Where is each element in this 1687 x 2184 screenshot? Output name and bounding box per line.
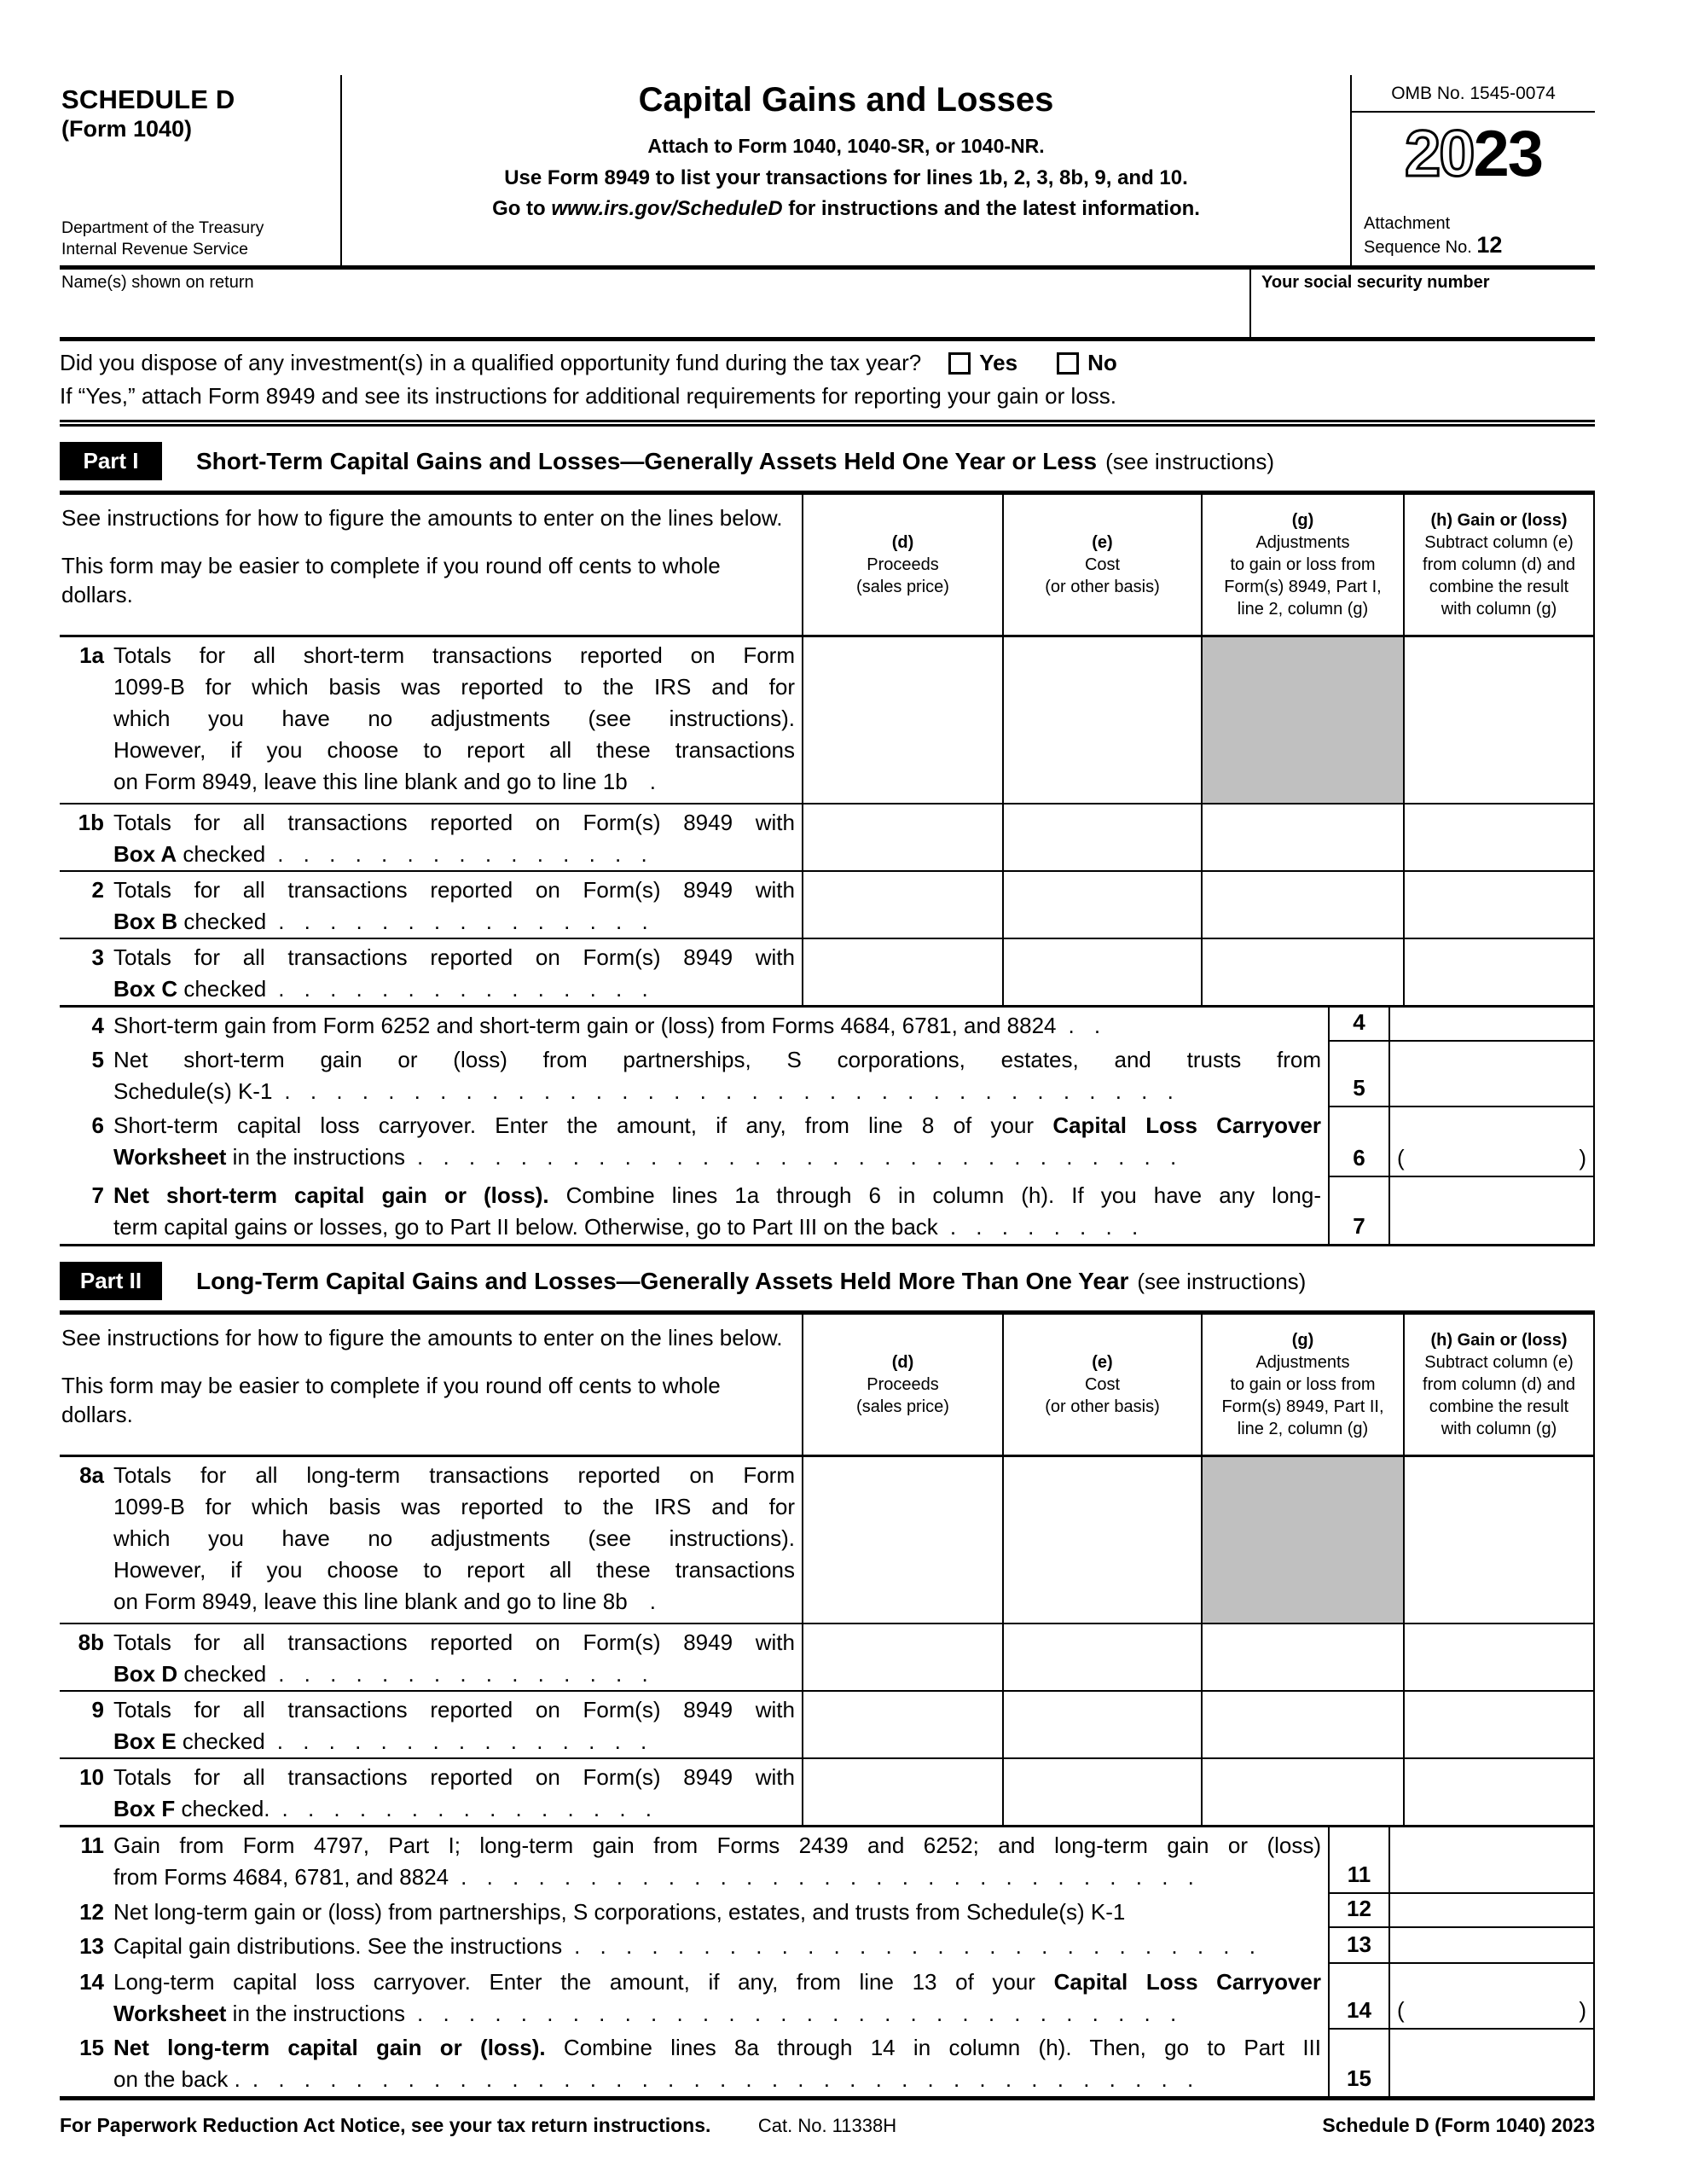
year-outline-digits: 20 bbox=[1404, 118, 1474, 190]
row-9-description: 9 Totals for all transactions reported on Form(s) 8949 with Box E checked . . . . . . . . . . . . . . . bbox=[60, 1692, 802, 1757]
form-header bbox=[60, 75, 1595, 270]
cell-4-amount[interactable] bbox=[1390, 1008, 1595, 1042]
linebox-13: 13 bbox=[1328, 1928, 1390, 1964]
row-14: 14 Long-term capital loss carryover. Enter the amount, if any, from line 13 of your Capital Loss Carryover Worksheet in the instructions . . . . . . . . . . . . . . . . . . . . . . . . . . . . . . 14 ( ) bbox=[60, 1964, 1595, 2030]
cell-10-d[interactable] bbox=[802, 1759, 1002, 1825]
no-label: No bbox=[1087, 350, 1117, 375]
row-8b-description: 8b Totals for all transactions reported on Form(s) 8949 with Box D checked . . . . . . . . . . . . . . . bbox=[60, 1624, 802, 1690]
row-10 bbox=[60, 1757, 1595, 1825]
cell-8a-h[interactable] bbox=[1403, 1457, 1595, 1623]
qof-question-note: If “Yes,” attach Form 8949 and see its instructions for additional requirements for reporting your gain or loss. bbox=[60, 383, 1116, 409]
cell-3-d[interactable] bbox=[802, 939, 1002, 1005]
part1-intro bbox=[60, 495, 802, 635]
linebox-14: 14 bbox=[1328, 1964, 1390, 2030]
part1-col-g-header: (g) Adjustments to gain or loss from Form(s) 8949, Part I, line 2, column (g) bbox=[1201, 495, 1403, 635]
cell-9-g[interactable] bbox=[1201, 1692, 1403, 1757]
catalog-number: Cat. No. 11338H bbox=[757, 2115, 897, 2136]
cell-10-g[interactable] bbox=[1201, 1759, 1403, 1825]
part1-lines-4-7 bbox=[60, 1005, 1595, 1246]
cell-8a-g-shaded bbox=[1201, 1457, 1403, 1623]
cell-2-g[interactable] bbox=[1201, 872, 1403, 938]
part1-label: Part I bbox=[60, 442, 162, 480]
part2-intro-line1: See instructions for how to figure the amounts to enter on the lines below. bbox=[61, 1325, 783, 1350]
cell-2-d[interactable] bbox=[802, 872, 1002, 938]
part2-col-g-header: (g) Adjustments to gain or loss from Form(s) 8949, Part II, line 2, column (g) bbox=[1201, 1315, 1403, 1455]
form-footer-id: Schedule D (Form 1040) 2023 bbox=[1322, 2114, 1595, 2136]
row-8a-description: 8a Totals for all long-term transactions reported on Form 1099-B for which basis was reported to the IRS and for which you have no adjustments (see instructions). However, if you choose to report all these transactions on Form 8949, leave this line blank and go to line 8b . bbox=[60, 1457, 802, 1623]
cell-8a-e[interactable] bbox=[1002, 1457, 1201, 1623]
linebox-15: 15 bbox=[1328, 2030, 1390, 2096]
part2-column-headers bbox=[60, 1310, 1595, 1457]
sequence-label: Sequence No. bbox=[1364, 238, 1472, 257]
linebox-11: 11 bbox=[1328, 1827, 1390, 1894]
part1-column-headers bbox=[60, 491, 1595, 637]
cell-1b-g[interactable] bbox=[1201, 804, 1403, 870]
form-number: (Form 1040) bbox=[61, 116, 193, 142]
part1-intro-line2: This form may be easier to complete if you round off cents to whole dollars. bbox=[61, 553, 721, 607]
yes-label: Yes bbox=[979, 350, 1018, 375]
part1-see-instructions: (see instructions) bbox=[1105, 448, 1275, 474]
schedule-label: SCHEDULE D bbox=[61, 84, 235, 114]
row-3-number: 3 bbox=[91, 944, 104, 970]
row-7: 7 Net short-term capital gain or (loss). Combine lines 1a through 6 in column (h). If you have any long- term capital gains or losses, go to Part II below. Otherwise, go to Part III on the back . . . . . . . . 7 bbox=[60, 1177, 1595, 1244]
attach-instruction: Attach to Form 1040, 1040-SR, or 1040-NR. bbox=[647, 135, 1045, 157]
cell-10-h[interactable] bbox=[1403, 1759, 1595, 1825]
row-8b-number: 8b bbox=[78, 1629, 104, 1655]
close-paren: ) bbox=[1579, 1997, 1586, 2023]
paperwork-notice: For Paperwork Reduction Act Notice, see your tax return instructions. bbox=[60, 2114, 711, 2136]
row-3 bbox=[60, 938, 1595, 1005]
row-5: 5 Net short-term gain or (loss) from partnerships, S corporations, estates, and trusts from Schedule(s) K-1 . . . . . . . . . . . . . . . . . . . . . . . . . . . . . . . . . . . 5 bbox=[60, 1042, 1595, 1107]
row-9-number: 9 bbox=[91, 1697, 104, 1722]
linebox-12: 12 bbox=[1328, 1894, 1390, 1928]
cell-1b-d[interactable] bbox=[802, 804, 1002, 870]
linebox-5: 5 bbox=[1328, 1042, 1390, 1107]
row-15: 15 Net long-term capital gain or (loss). Combine lines 8a through 14 in column (h). Then, go to Part III on the back . . . . . . . . . . . . . . . . . . . . . . . . . . . . . . . . . . . . . . 15 bbox=[60, 2030, 1595, 2096]
cell-13-amount[interactable] bbox=[1390, 1928, 1595, 1964]
close-paren: ) bbox=[1579, 1145, 1586, 1170]
qof-question-text: Did you dispose of any investment(s) in a qualified opportunity fund during the tax year? bbox=[60, 350, 922, 375]
cell-2-e[interactable] bbox=[1002, 872, 1201, 938]
part2-title: Long-Term Capital Gains and Losses—Generally Assets Held More Than One Year (see instructions) bbox=[196, 1267, 1307, 1294]
cell-1a-g-shaded bbox=[1201, 637, 1403, 803]
cell-8b-h[interactable] bbox=[1403, 1624, 1595, 1690]
cell-9-h[interactable] bbox=[1403, 1692, 1595, 1757]
omb-number: OMB No. 1545-0074 bbox=[1352, 75, 1595, 113]
cell-3-e[interactable] bbox=[1002, 939, 1201, 1005]
goto-post: for instructions and the latest information. bbox=[782, 197, 1200, 220]
form-title-block bbox=[342, 75, 1352, 265]
row-2 bbox=[60, 870, 1595, 938]
sequence-number: 12 bbox=[1476, 232, 1503, 258]
tax-year bbox=[1352, 118, 1595, 190]
cell-9-d[interactable] bbox=[802, 1692, 1002, 1757]
row-1a-number: 1a bbox=[79, 642, 104, 668]
row-14-number: 14 bbox=[79, 1969, 104, 1995]
cell-12-amount[interactable] bbox=[1390, 1894, 1595, 1928]
goto-instruction bbox=[342, 197, 1350, 221]
cell-1b-h[interactable] bbox=[1403, 804, 1595, 870]
omb-block bbox=[1352, 75, 1595, 265]
cell-6-amount-parens[interactable] bbox=[1390, 1107, 1595, 1177]
cell-1b-e[interactable] bbox=[1002, 804, 1201, 870]
linebox-7: 7 bbox=[1328, 1177, 1390, 1244]
part1-col-e-header: (e) Cost (or other basis) bbox=[1002, 495, 1201, 635]
row-4-number: 4 bbox=[91, 1013, 104, 1038]
cell-1a-d[interactable] bbox=[802, 637, 1002, 803]
qof-question-section bbox=[60, 341, 1595, 427]
part2-col-d-header: (d) Proceeds (sales price) bbox=[802, 1315, 1002, 1455]
row-8a bbox=[60, 1457, 1595, 1623]
linebox-4: 4 bbox=[1328, 1008, 1390, 1042]
cell-3-h[interactable] bbox=[1403, 939, 1595, 1005]
yes-checkbox[interactable] bbox=[948, 352, 971, 375]
row-13: 13 Capital gain distributions. See the instructions . . . . . . . . . . . . . . . . . . . . . . . . . . . 13 bbox=[60, 1928, 1595, 1964]
attachment-label: Attachment bbox=[1364, 214, 1451, 233]
irs-url: www.irs.gov/ScheduleD bbox=[551, 197, 783, 220]
row-10-description: 10 Totals for all transactions reported on Form(s) 8949 with Box F checked. . . . . . . . . . . . . . . . bbox=[60, 1759, 802, 1825]
cell-8b-e[interactable] bbox=[1002, 1624, 1201, 1690]
cell-1a-e[interactable] bbox=[1002, 637, 1201, 803]
cell-10-e[interactable] bbox=[1002, 1759, 1201, 1825]
row-6: 6 Short-term capital loss carryover. Enter the amount, if any, from line 8 of your Capital Loss Carryover Worksheet in the instructions . . . . . . . . . . . . . . . . . . . . . . . . . . . . . . 6 ( ) bbox=[60, 1107, 1595, 1177]
cell-14-amount-parens[interactable] bbox=[1390, 1964, 1595, 2030]
cell-5-amount[interactable] bbox=[1390, 1042, 1595, 1107]
row-2-description: 2 Totals for all transactions reported on Form(s) 8949 with Box B checked . . . . . . . . . . . . . . . bbox=[60, 872, 802, 938]
dept-line2: Internal Revenue Service bbox=[61, 240, 248, 258]
year-bold-digits: 23 bbox=[1473, 118, 1543, 190]
part2-label: Part II bbox=[60, 1262, 162, 1300]
agency-block bbox=[61, 218, 332, 260]
row-1b-number: 1b bbox=[78, 810, 104, 835]
part2-see-instructions: (see instructions) bbox=[1137, 1268, 1307, 1294]
cell-15-amount[interactable] bbox=[1390, 2030, 1595, 2096]
cell-8b-d[interactable] bbox=[802, 1624, 1002, 1690]
row-1b bbox=[60, 803, 1595, 870]
row-10-number: 10 bbox=[79, 1764, 104, 1790]
dept-line1: Department of the Treasury bbox=[61, 218, 264, 237]
row-12-number: 12 bbox=[79, 1899, 104, 1925]
row-6-number: 6 bbox=[91, 1112, 104, 1138]
row-11-number: 11 bbox=[80, 1833, 104, 1858]
page-footer bbox=[60, 2114, 1595, 2137]
row-12: 12 Net long-term gain or (loss) from partnerships, S corporations, estates, and trusts from Schedule(s) K-1 12 bbox=[60, 1894, 1595, 1928]
row-3-description: 3 Totals for all transactions reported on Form(s) 8949 with Box C checked . . . . . . . . . . . . . . . bbox=[60, 939, 802, 1005]
part1-header-bar bbox=[60, 442, 1595, 480]
use-8949-instruction: Use Form 8949 to list your transactions for lines 1b, 2, 3, 8b, 9, and 10. bbox=[504, 166, 1188, 189]
cell-11-amount[interactable] bbox=[1390, 1827, 1595, 1894]
goto-pre: Go to bbox=[492, 197, 552, 220]
form-id-block bbox=[60, 75, 342, 265]
part1-col-d-header: (d) Proceeds (sales price) bbox=[802, 495, 1002, 635]
row-5-number: 5 bbox=[91, 1047, 104, 1072]
cell-8b-g[interactable] bbox=[1201, 1624, 1403, 1690]
row-1a-description: 1a Totals for all short-term transactions reported on Form 1099-B for which basis was reported to the IRS and for which you have no adjustments (see instructions). However, if you choose to report all these transactions on Form 8949, leave this line blank and go to line 1b . bbox=[60, 637, 802, 803]
row-7-number: 7 bbox=[91, 1182, 104, 1208]
open-paren: ( bbox=[1397, 1997, 1405, 2023]
part2-intro-line2: This form may be easier to complete if you round off cents to whole dollars. bbox=[61, 1373, 721, 1427]
row-4: 4 Short-term gain from Form 6252 and short-term gain or (loss) from Forms 4684, 6781, and 8824 . . 4 bbox=[60, 1008, 1595, 1042]
linebox-6: 6 bbox=[1328, 1107, 1390, 1177]
form-title: Capital Gains and Losses bbox=[638, 81, 1054, 119]
part1-intro-line1: See instructions for how to figure the amounts to enter on the lines below. bbox=[61, 505, 783, 531]
part2-col-h-header: (h) Gain or (loss) Subtract column (e) from column (d) and combine the result with column (g) bbox=[1403, 1315, 1595, 1455]
part2-col-e-header: (e) Cost (or other basis) bbox=[1002, 1315, 1201, 1455]
name-ssn-row bbox=[60, 270, 1595, 341]
no-checkbox[interactable] bbox=[1057, 352, 1079, 375]
name-label: Name(s) shown on return bbox=[61, 273, 254, 292]
cell-2-h[interactable] bbox=[1403, 872, 1595, 938]
row-8a-number: 8a bbox=[79, 1462, 104, 1488]
row-13-number: 13 bbox=[79, 1933, 104, 1959]
open-paren: ( bbox=[1397, 1145, 1405, 1170]
part1-title: Short-Term Capital Gains and Losses—Generally Assets Held One Year or Less (see instructions) bbox=[196, 447, 1275, 474]
row-9 bbox=[60, 1690, 1595, 1757]
row-8b bbox=[60, 1623, 1595, 1690]
attachment-sequence bbox=[1352, 213, 1595, 265]
cell-1a-h[interactable] bbox=[1403, 637, 1595, 803]
row-1b-description: 1b Totals for all transactions reported on Form(s) 8949 with Box A checked . . . . . . . . . . . . . . . bbox=[60, 804, 802, 870]
ssn-label: Your social security number bbox=[1261, 273, 1490, 292]
ssn-field[interactable] bbox=[1249, 270, 1595, 337]
part2-header-bar bbox=[60, 1262, 1595, 1300]
cell-7-amount[interactable] bbox=[1390, 1177, 1595, 1244]
row-1a bbox=[60, 637, 1595, 803]
cell-3-g[interactable] bbox=[1201, 939, 1403, 1005]
cell-9-e[interactable] bbox=[1002, 1692, 1201, 1757]
part1-col-h-header: (h) Gain or (loss) Subtract column (e) from column (d) and combine the result with column (g) bbox=[1403, 495, 1595, 635]
row-15-number: 15 bbox=[79, 2035, 104, 2060]
name-field[interactable] bbox=[60, 270, 1249, 337]
cell-8a-d[interactable] bbox=[802, 1457, 1002, 1623]
part2-lines-11-15 bbox=[60, 1825, 1595, 2100]
row-2-number: 2 bbox=[91, 877, 104, 903]
row-11: 11 Gain from Form 4797, Part I; long-term gain from Forms 2439 and 6252; and long-term gain or (loss) from Forms 4684, 6781, and 8824 . . . . . . . . . . . . . . . . . . . . . . . . . . . . . 11 bbox=[60, 1827, 1595, 1894]
part2-intro bbox=[60, 1315, 802, 1455]
